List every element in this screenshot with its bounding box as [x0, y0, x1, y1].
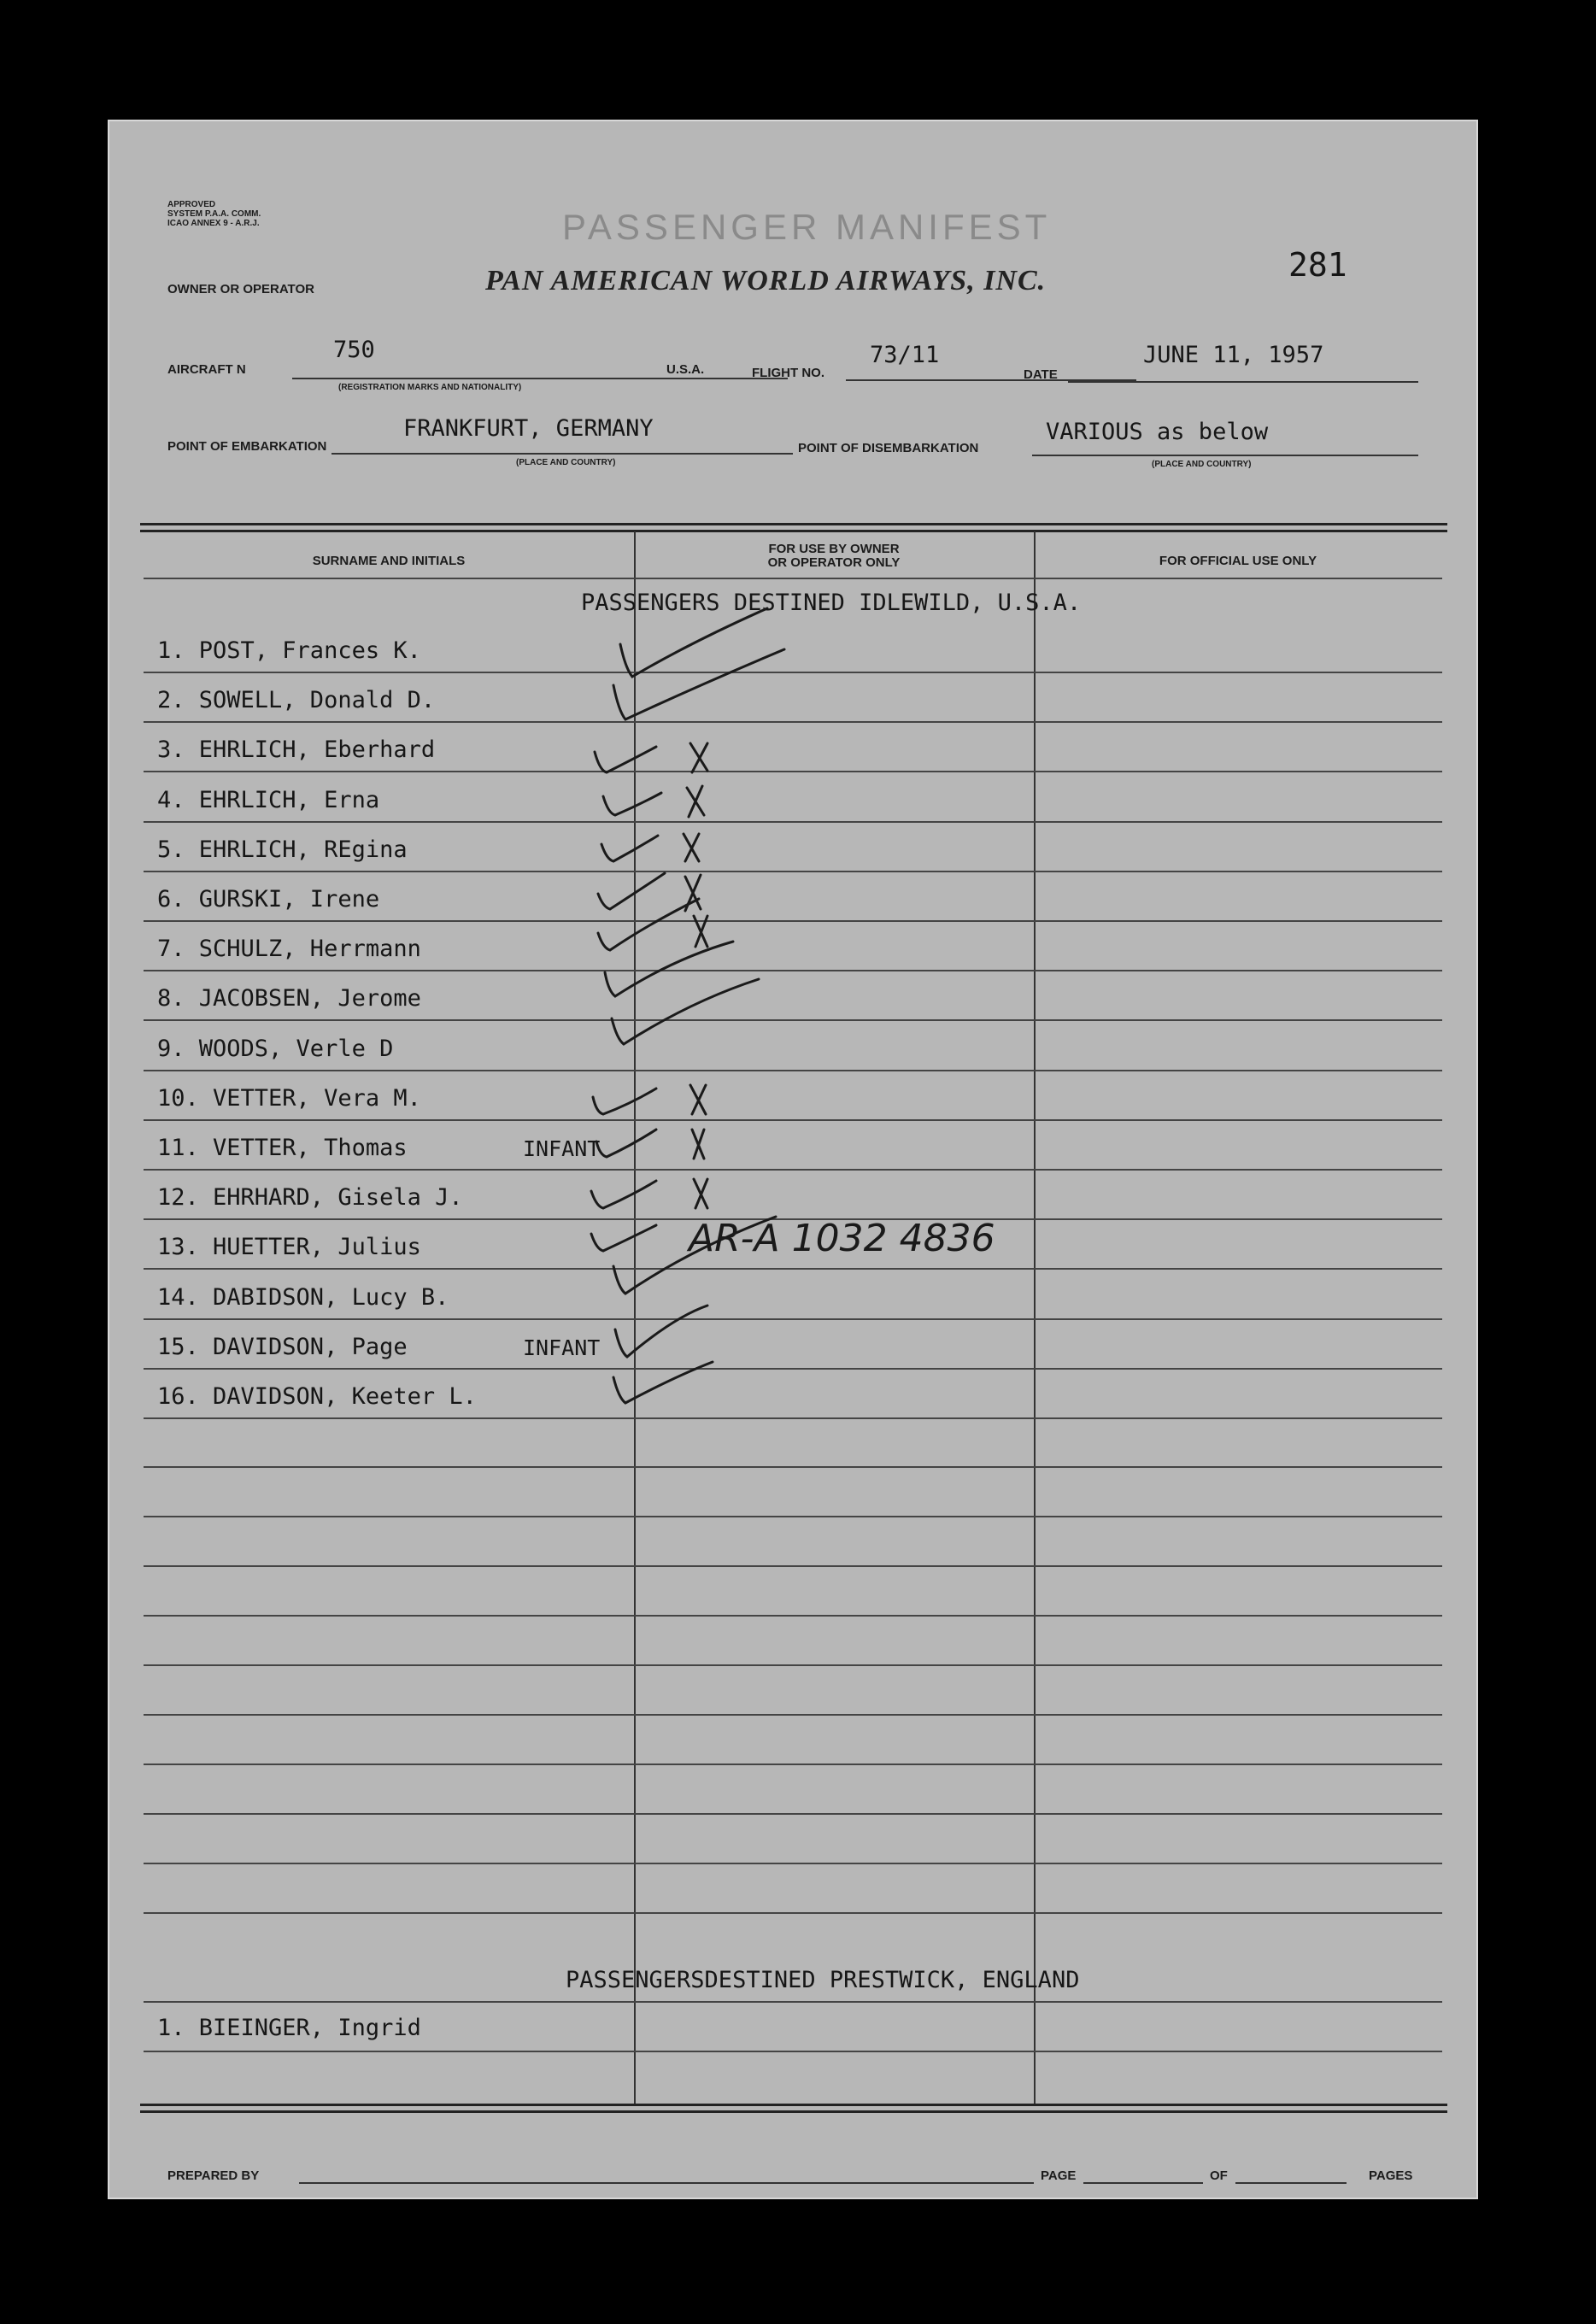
passenger-row: 5. EHRLICH, REgina [157, 836, 408, 863]
blank-row-rule [144, 1466, 1442, 1468]
table-row-rule [144, 771, 1442, 772]
date-label: DATE [1024, 367, 1058, 382]
page-label: PAGE [1041, 2168, 1077, 2183]
table-row-rule [144, 1268, 1442, 1270]
col-header-name: SURNAME AND INITIALS [312, 554, 466, 568]
x-mark [690, 1085, 706, 1114]
x-mark [684, 834, 699, 861]
blank-row-rule [144, 1615, 1442, 1617]
table-row-rule [144, 920, 1442, 922]
disembark-sub: (PLACE AND COUNTRY) [1152, 460, 1252, 469]
date-line [1068, 381, 1418, 383]
check-mark [620, 608, 767, 677]
disembark-label: POINT OF DISEMBARKATION [798, 441, 979, 455]
approval-stamp [167, 200, 270, 228]
passenger-row: 16. DAVIDSON, Keeter L. [157, 1383, 477, 1410]
form-title: PASSENGER MANIFEST [562, 207, 1052, 247]
table-bottom-rule [140, 2104, 1447, 2113]
group2-row: 1. BIEINGER, Ingrid [157, 2015, 421, 2041]
passenger-row: 4. EHRLICH, Erna [157, 786, 380, 813]
x-mark [690, 743, 707, 772]
flight-value: 73/11 [870, 342, 940, 368]
passenger-row: 7. SCHULZ, Herrmann [157, 936, 421, 963]
page-line [1083, 2182, 1203, 2184]
check-mark [591, 1181, 656, 1208]
embark-sub: (PLACE AND COUNTRY) [516, 458, 616, 467]
passenger-row: 13. HUETTER, Julius [157, 1234, 421, 1261]
col-header-owner-2: OR OPERATOR ONLY [767, 555, 901, 570]
operator-name: PAN AMERICAN WORLD AIRWAYS, INC. [485, 265, 1047, 296]
check-mark [596, 1130, 656, 1157]
disembark-line [1032, 455, 1418, 456]
page-number: 281 [1288, 246, 1347, 284]
table-row-rule [144, 2051, 1442, 2052]
blank-row-rule [144, 1764, 1442, 1765]
table-row-rule [144, 1119, 1442, 1121]
blank-row-rule [144, 1813, 1442, 1815]
table-row-rule [144, 2001, 1442, 2003]
of-label: OF [1210, 2168, 1228, 2183]
embark-label: POINT OF EMBARKATION [167, 439, 327, 454]
check-mark [613, 649, 784, 719]
blank-row-rule [144, 1912, 1442, 1914]
table-row-rule [144, 970, 1442, 971]
check-mark [598, 899, 699, 950]
x-mark [692, 1130, 704, 1159]
aircraft-value: 750 [333, 337, 375, 363]
manifest-sheet [108, 120, 1478, 2199]
check-mark [613, 1217, 776, 1294]
passenger-row: 6. GURSKI, Irene [157, 886, 380, 913]
blank-row-rule [144, 1565, 1442, 1567]
check-mark [593, 1089, 656, 1114]
col-header-owner-1: FOR USE BY OWNER [768, 542, 900, 556]
group1-heading: PASSENGERS DESTINED IDLEWILD, U.S.A. [581, 590, 1082, 616]
date-value: JUNE 11, 1957 [1143, 342, 1324, 368]
infant-note: INFANT [523, 1136, 601, 1161]
table-top-rule [140, 523, 1447, 532]
table-row-rule [144, 1417, 1442, 1419]
pages-label: PAGES [1369, 2168, 1413, 2183]
table-row-rule [144, 1019, 1442, 1021]
check-mark [598, 873, 665, 909]
table-row-rule [144, 721, 1442, 723]
blank-row-rule [144, 1516, 1442, 1517]
owner-label: OWNER OR OPERATOR [167, 282, 314, 296]
aircraft-sub: (REGISTRATION MARKS AND NATIONALITY) [338, 383, 522, 392]
table-row-rule [144, 1070, 1442, 1071]
check-mark [605, 942, 733, 996]
prepared-line [299, 2182, 1034, 2184]
group2-heading: PASSENGERSDESTINED PRESTWICK, ENGLAND [566, 1967, 1080, 1993]
passenger-row: 14. DABIDSON, Lucy B. [157, 1283, 449, 1311]
header-rule [144, 578, 1442, 579]
table-row-rule [144, 1318, 1442, 1320]
blank-row-rule [144, 1714, 1442, 1716]
of-line [1235, 2182, 1347, 2184]
passenger-row: 15. DAVIDSON, Page [157, 1333, 408, 1360]
flight-label: FLIGHT NO. [752, 366, 824, 380]
aircraft-label: AIRCRAFT N [167, 362, 246, 377]
col-header-official: FOR OFFICIAL USE ONLY [1159, 554, 1317, 568]
blank-row-rule [144, 1664, 1442, 1666]
passenger-row: 8. JACOBSEN, Jerome [157, 985, 421, 1012]
table-row-rule [144, 1368, 1442, 1370]
check-mark [615, 1306, 707, 1357]
disembark-value: VARIOUS as below [1046, 419, 1269, 445]
table-row-rule [144, 871, 1442, 872]
passenger-row: 12. EHRHARD, Gisela J. [157, 1184, 463, 1212]
table-row-rule [144, 1218, 1442, 1220]
check-mark [595, 747, 656, 772]
passenger-row: 1. POST, Frances K. [157, 637, 421, 664]
infant-note: INFANT [523, 1335, 601, 1360]
table-row-rule [144, 1169, 1442, 1171]
approval-line: ICAO ANNEX 9 - A.R.J. [167, 219, 260, 228]
table-row-rule [144, 821, 1442, 823]
x-mark [687, 786, 704, 817]
embark-line [332, 453, 793, 455]
table-row-rule [144, 672, 1442, 673]
country-label: U.S.A. [666, 362, 705, 377]
blank-row-rule [144, 1863, 1442, 1864]
x-mark [685, 875, 701, 911]
approval-line: APPROVED [167, 200, 216, 209]
check-mark [601, 836, 658, 861]
passenger-row: 2. SOWELL, Donald D. [157, 687, 436, 714]
aircraft-line [292, 378, 788, 379]
x-mark [694, 1179, 707, 1208]
check-mark [603, 793, 661, 815]
passenger-row: 10. VETTER, Vera M. [157, 1084, 421, 1112]
passenger-row: 3. EHRLICH, Eberhard [157, 737, 436, 764]
check-mark [591, 1225, 656, 1251]
prepared-label: PREPARED BY [167, 2168, 260, 2183]
passenger-row: 9. WOODS, Verle D [157, 1035, 394, 1062]
passenger-row: 11. VETTER, Thomas [157, 1135, 408, 1161]
embark-value: FRANKFURT, GERMANY [403, 415, 654, 442]
approval-line: SYSTEM P.A.A. COMM. [167, 209, 261, 219]
handwritten-note: AR-A 1032 4836 [689, 1217, 995, 1260]
